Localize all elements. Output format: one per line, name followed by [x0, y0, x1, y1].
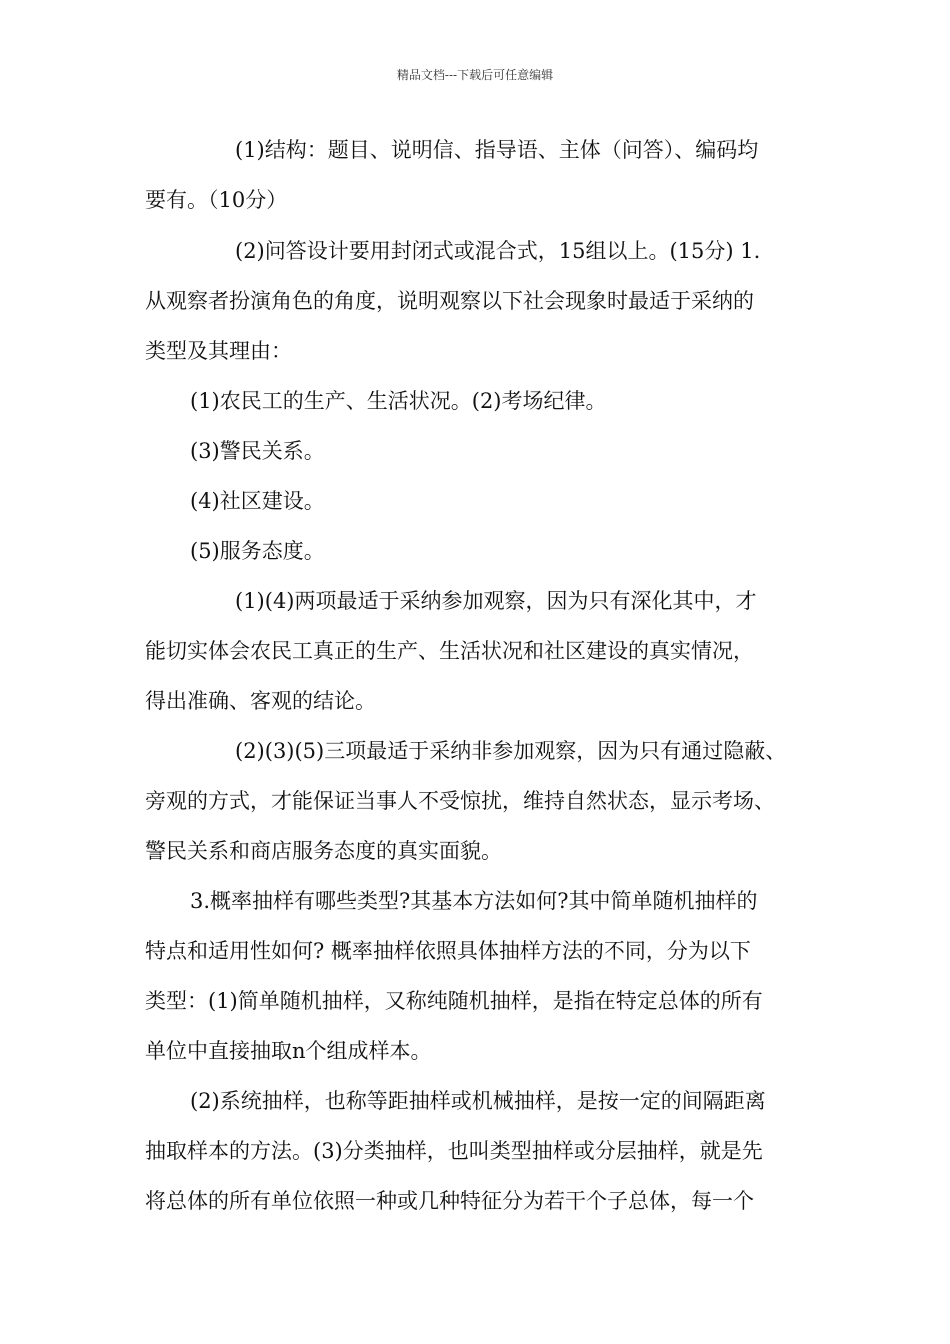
text-line: 从观察者扮演角色的角度，说明观察以下社会现象时最适于采纳的: [145, 289, 754, 313]
page-header: 精品文档---下载后可任意编辑: [396, 68, 554, 82]
text-line: 类型：(1)简单随机抽样，又称纯随机抽样，是指在特定总体的所有: [145, 989, 763, 1013]
text-line: (1)(4)两项最适于采纳参加观察，因为只有深化其中，才: [235, 589, 757, 613]
text-line: (1)结构：题目、说明信、指导语、主体（问答）、编码均: [235, 138, 759, 162]
text-line: 类型及其理由：: [145, 339, 292, 363]
text-line: 单位中直接抽取n个组成样本。: [145, 1039, 432, 1063]
text-line: 旁观的方式，才能保证当事人不受惊扰，维持自然状态，显示考场、: [145, 789, 775, 813]
text-line: (2)问答设计要用封闭式或混合式，15组以上。(15分) 1.: [235, 239, 761, 263]
text-line: 3.概率抽样有哪些类型?其基本方法如何?其中简单随机抽样的: [190, 889, 758, 913]
text-line: (4)社区建设。: [190, 489, 325, 513]
text-line: 将总体的所有单位依照一种或几种特征分为若干个子总体，每一个: [145, 1189, 754, 1213]
text-line: 抽取样本的方法。(3)分类抽样，也叫类型抽样或分层抽样，就是先: [145, 1139, 763, 1163]
text-line: (1)农民工的生产、生活状况。(2)考场纪律。: [190, 389, 607, 413]
text-line: (2)(3)(5)三项最适于采纳非参加观察，因为只有通过隐蔽、: [235, 739, 787, 763]
text-line: 要有。（10分）: [145, 188, 288, 212]
text-line: 能切实体会农民工真正的生产、生活状况和社区建设的真实情况，: [145, 639, 754, 663]
text-line: (5)服务态度。: [190, 539, 325, 563]
text-line: 得出准确、客观的结论。: [145, 689, 376, 713]
text-line: 特点和适用性如何? 概率抽样依照具体抽样方法的不同，分为以下: [145, 939, 751, 963]
text-line: (2)系统抽样，也称等距抽样或机械抽样，是按一定的间隔距离: [190, 1089, 766, 1113]
text-line: 警民关系和商店服务态度的真实面貌。: [145, 839, 502, 863]
text-line: (3)警民关系。: [190, 439, 325, 463]
